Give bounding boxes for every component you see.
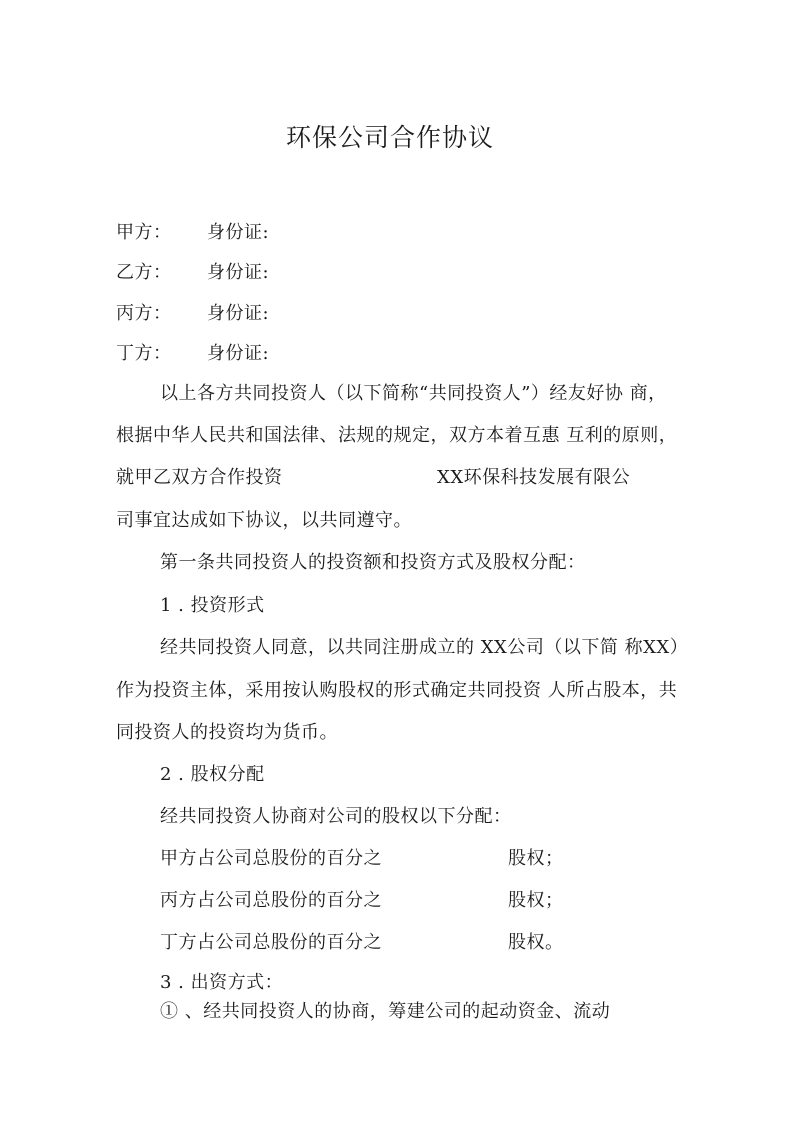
share-party-d: 丁方占公司总股份的百分之 <box>160 932 382 953</box>
party-d-id-label: 身份证: <box>207 343 270 364</box>
section-3-heading: 3 . 出资方式： <box>160 972 284 993</box>
party-b-label: 乙方： <box>116 262 172 283</box>
document-title: 环保公司合作协议 <box>286 123 495 152</box>
party-a-label: 甲方： <box>116 222 172 243</box>
section-1-line-2: 作为投资主体，采用按认购股权的形式确定共同投资 人所占股本，共 <box>116 680 678 701</box>
party-b-id-label: 身份证: <box>207 262 270 283</box>
article-1-heading: 第一条共同投资人的投资额和投资方式及股权分配： <box>160 552 586 573</box>
section-1-line-3: 同投资人的投资均为货币。 <box>116 722 338 743</box>
share-party-d-suffix: 股权。 <box>508 932 564 953</box>
intro-line-4: 司事宜达成如下协议，以共同遵守。 <box>116 510 412 531</box>
section-1-heading: 1 . 投资形式 <box>160 595 265 616</box>
section-2-line-1: 经共同投资人协商对公司的股权以下分配： <box>160 806 512 827</box>
intro-line-2: 根据中华人民共和国法律、法规的规定，双方本着互惠 互利的原则， <box>116 425 678 446</box>
party-c-id-label: 身份证: <box>207 303 270 324</box>
party-d-label: 丁方： <box>116 343 172 364</box>
section-3-line-1: ① 、经共同投资人的协商，筹建公司的起动资金、流动 <box>160 1001 611 1022</box>
share-party-a-suffix: 股权； <box>508 848 564 869</box>
share-party-c: 丙方占公司总股份的百分之 <box>160 890 382 911</box>
section-1-line-1: 经共同投资人同意，以共同注册成立的 XX公司（以下简 称XX） <box>160 637 689 658</box>
party-c-label: 丙方： <box>116 303 172 324</box>
intro-line-1: 以上各方共同投资人（以下简称“共同投资人”）经友好协 商， <box>160 383 667 404</box>
intro-line-3a: 就甲乙双方合作投资 <box>116 467 283 488</box>
share-party-a: 甲方占公司总股份的百分之 <box>160 848 382 869</box>
intro-line-3b: XX环保科技发展有限公 <box>437 467 631 488</box>
section-2-heading: 2 . 股权分配 <box>160 764 265 785</box>
share-party-c-suffix: 股权； <box>508 890 564 911</box>
party-a-id-label: 身份证: <box>207 222 270 243</box>
